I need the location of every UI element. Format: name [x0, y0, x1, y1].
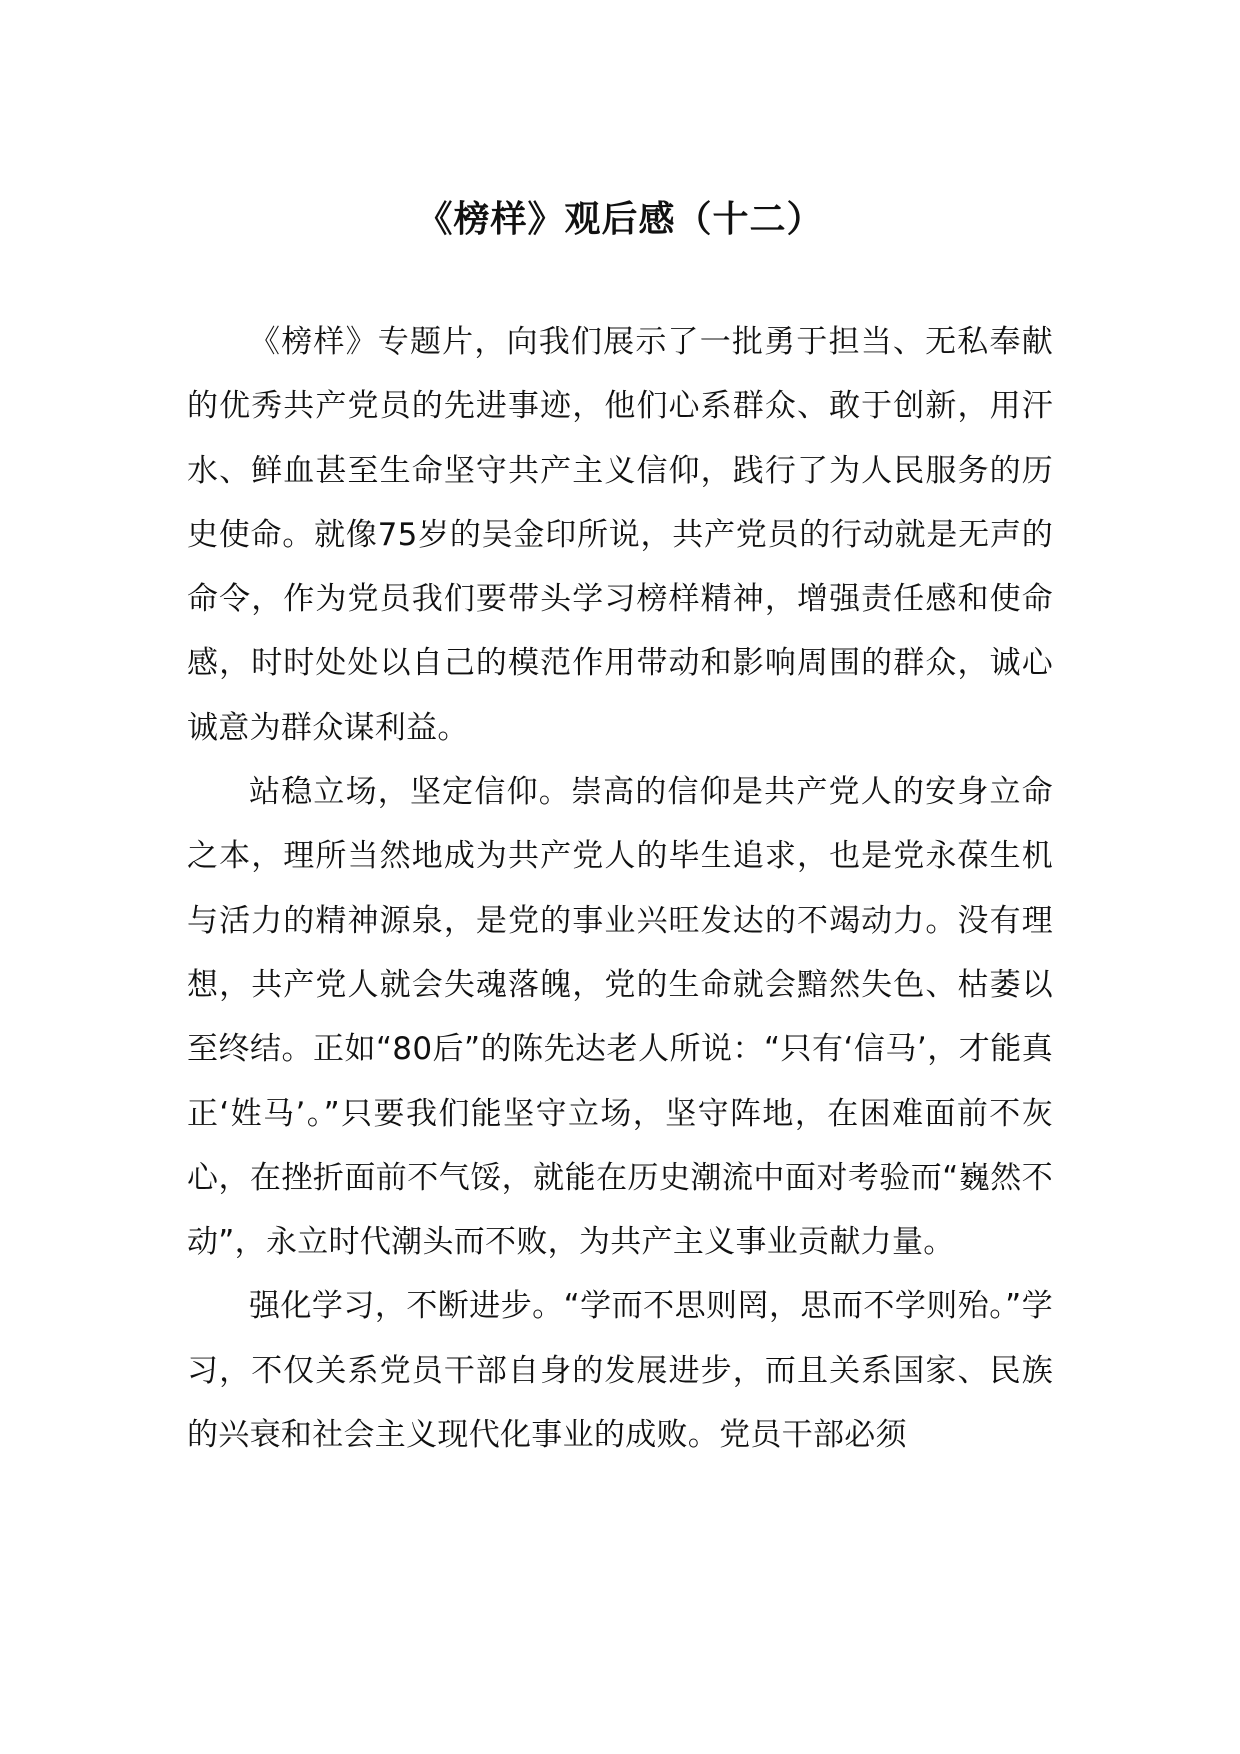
paragraph-2-text: 崇高的信仰是共产党人的安身立命之本，理所当然地成为共产党人的毕生追求，也是党永葆生机与活力的精神源泉，是党的事业兴旺发达的不竭动力。没有理想，共产党人就会失魂落魄，党的生命就会黯然失色、枯萎以至终结。正如“80后”的陈先达老人所说：“只有‘信马’，才能真正‘姓马’。”只要我们能坚守立场，坚守阵地，在困难面前不灰心，在挫折面前不气馁，就能在历史潮流中面对考验而“巍然不动”，永立时代潮头而不败，为共产主义事业贡献力量。: [187, 774, 1054, 1261]
paragraph-2-lead: 站稳立场，坚定信仰。: [249, 774, 571, 811]
paragraph-1: [187, 310, 1053, 760]
paragraph-3-text: “学而不思则罔，思而不学则殆。”学习，不仅关系党员干部自身的发展进步，而且关系国家、民族的兴衰和社会主义现代化事业的成败。党员干部必须: [187, 1288, 1054, 1454]
paragraph-3-lead: 强化学习，不断进步。: [249, 1288, 564, 1325]
paragraph-3: [187, 1274, 1053, 1467]
paragraph-2: [187, 760, 1053, 1274]
paragraph-1-text: 《榜样》专题片，向我们展示了一批勇于担当、无私奉献的优秀共产党员的先进事迹，他们心系群众、敢于创新，用汗水、鲜血甚至生命坚守共产主义信仰，践行了为人民服务的历史使命。就像75岁的吴金印所说，共产党员的行动就是无声的命令，作为党员我们要带头学习榜样精神，增强责任感和使命感，时时处处以自己的模范作用带动和影响周围的群众，诚心诚意为群众谋利益。: [187, 324, 1053, 746]
document-title: 《榜样》观后感（十二）: [416, 199, 824, 240]
document-body: [187, 310, 1053, 1467]
